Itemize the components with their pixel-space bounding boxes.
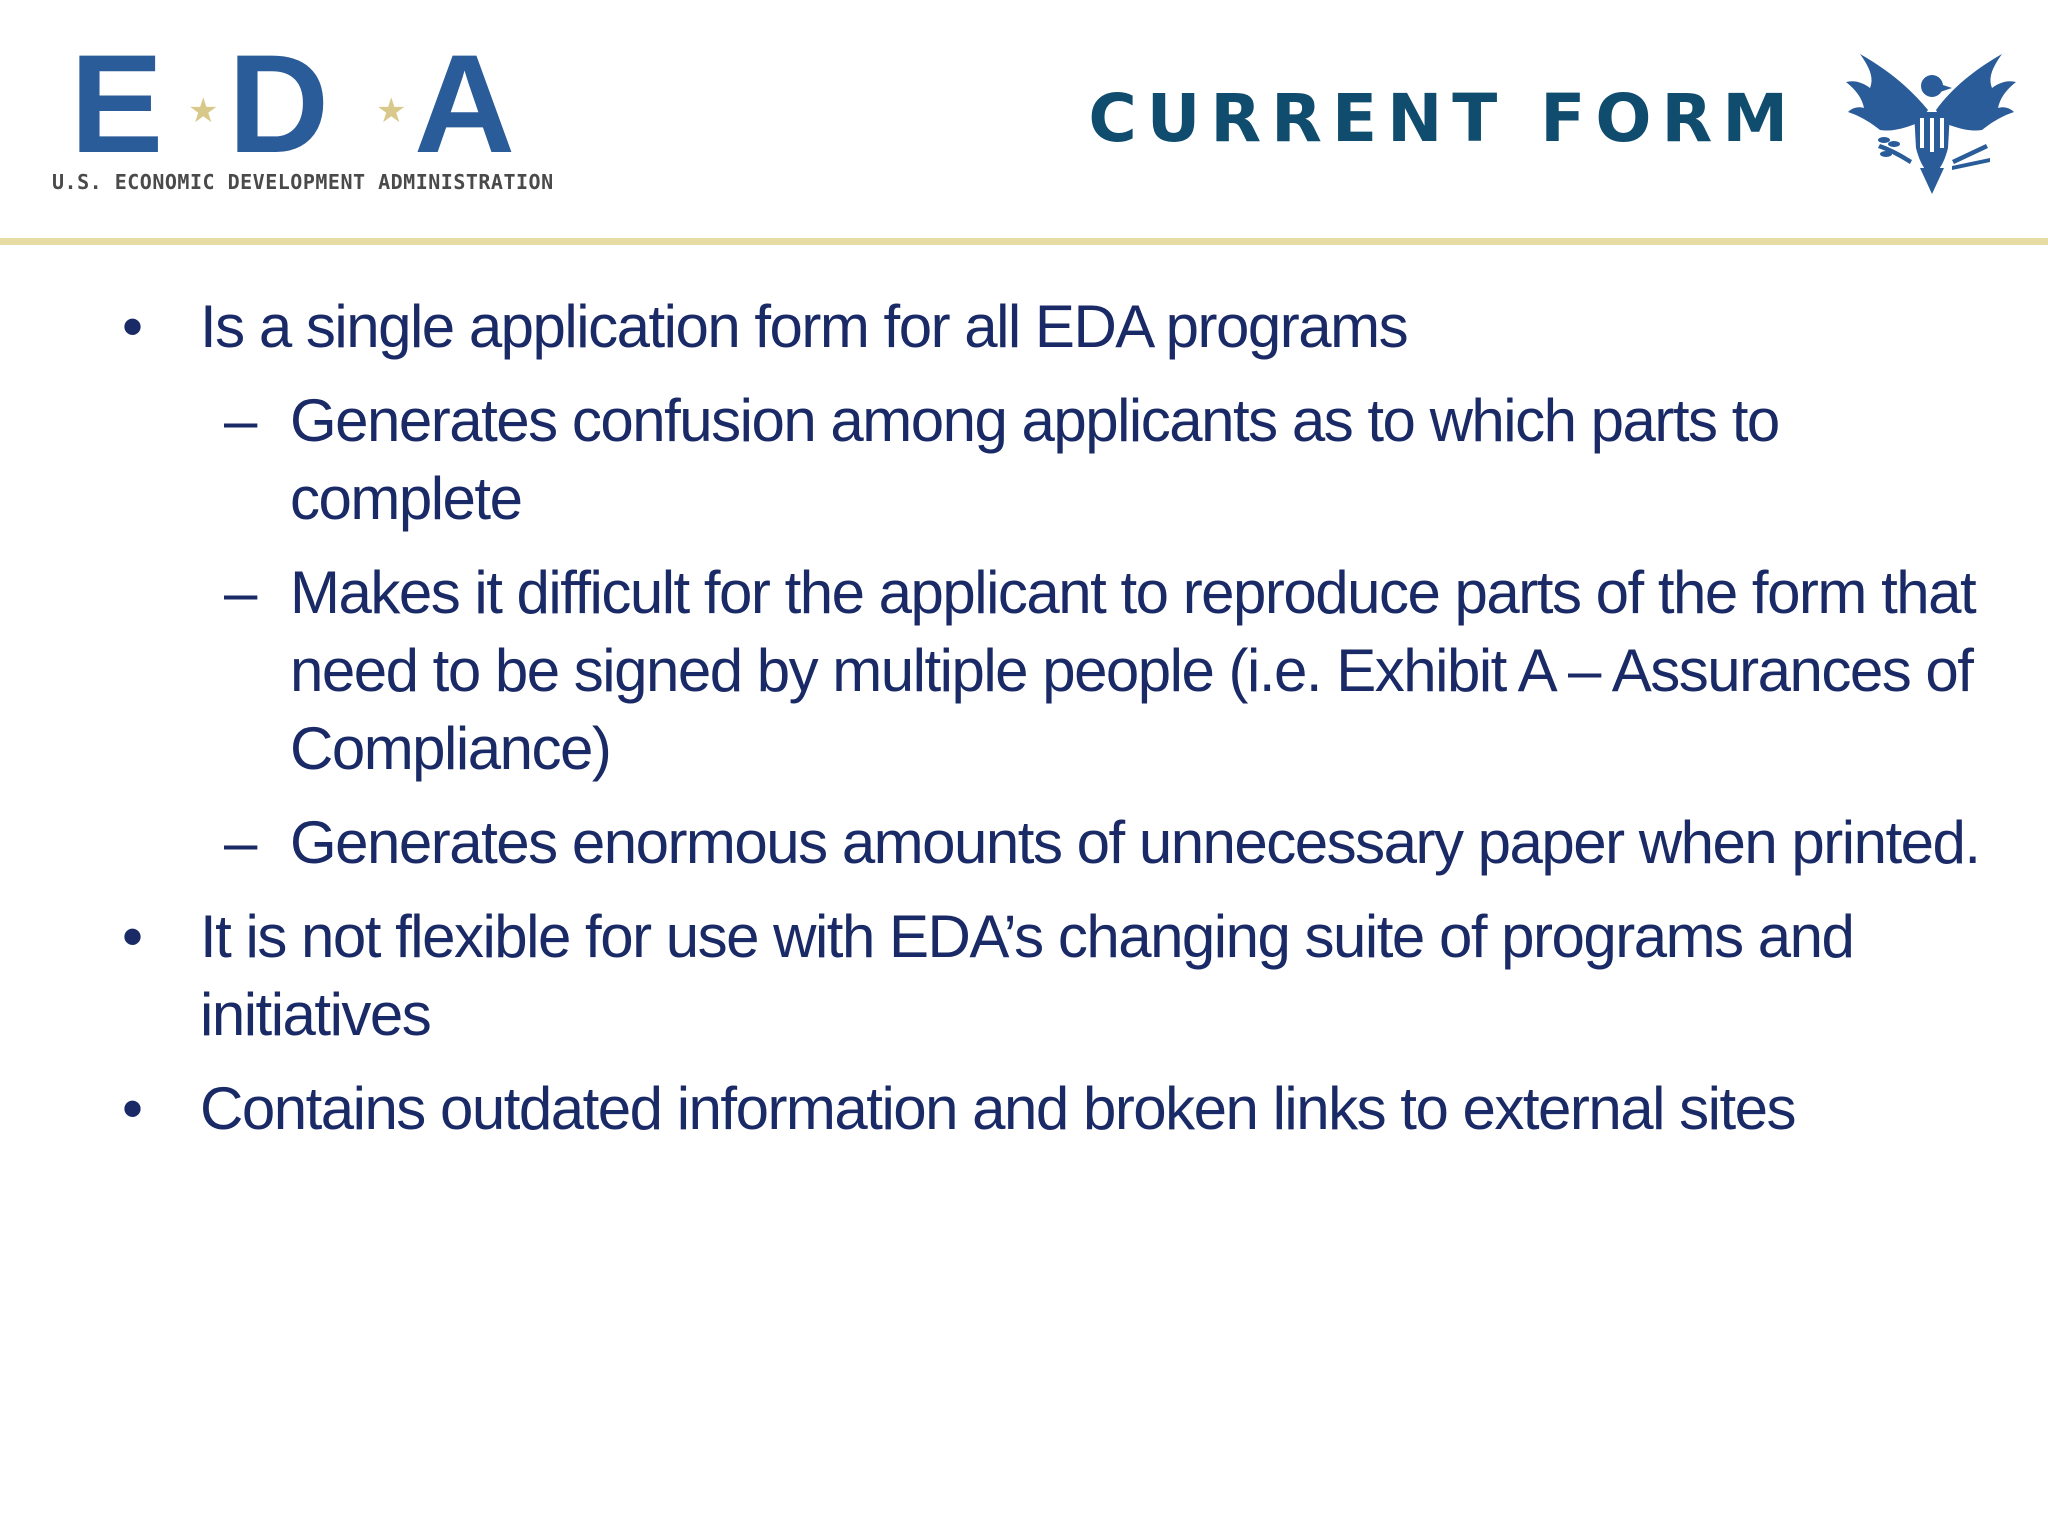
sub-bullet-text: Generates enormous amounts of unnecessary paper when printed. <box>290 809 1980 876</box>
bullet-marker: • <box>122 1075 144 1142</box>
sub-bullet-marker: – <box>224 387 258 454</box>
bullet-marker: • <box>122 293 144 360</box>
bullet-text: Is a single application form for all EDA programs <box>200 293 1408 360</box>
eagle-seal-icon <box>1840 48 2020 198</box>
logo-letter-e: E <box>70 40 164 170</box>
sub-bullet-line: complete <box>290 465 522 532</box>
bullet-line: It is not flexible for use with EDA’s changing suite of programs and <box>200 903 1854 970</box>
sub-bullet-line: Compliance) <box>290 715 611 782</box>
sub-bullet-marker: – <box>224 559 258 626</box>
logo-star-2: ★ <box>376 91 407 131</box>
slide-title: CURRENT FORM <box>1088 80 1798 157</box>
sub-bullet-line: need to be signed by multiple people (i.e. Exhibit A – Assurances of <box>290 637 1973 704</box>
logo-letter-d: D <box>228 40 330 170</box>
sub-bullet-line: Generates confusion among applicants as to which parts to <box>290 387 1779 454</box>
sub-bullet-line: Makes it difficult for the applicant to reproduce parts of the form that <box>290 559 1976 626</box>
bullet-marker: • <box>122 903 144 970</box>
eda-logo <box>52 40 572 210</box>
bullet-text: Contains outdated information and broken links to external sites <box>200 1075 1795 1142</box>
bullet-line: initiatives <box>200 981 431 1048</box>
header-divider <box>0 238 2048 245</box>
logo-subtitle: U.S. ECONOMIC DEVELOPMENT ADMINISTRATION <box>52 170 554 194</box>
logo-star-1: ★ <box>188 91 219 131</box>
sub-bullet-marker: – <box>224 809 258 876</box>
eda-logo-letters <box>70 40 590 170</box>
logo-letter-a: A <box>414 40 516 170</box>
